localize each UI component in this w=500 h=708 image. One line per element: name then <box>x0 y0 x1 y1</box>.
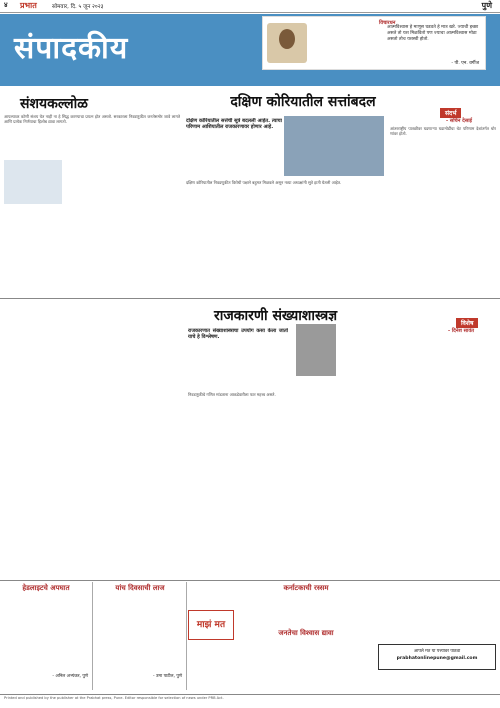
section-title: संपादकीय <box>14 31 129 66</box>
letter-4-title: कर्नाटकाची रस्सम <box>283 584 329 592</box>
middle-article-photo <box>296 324 336 376</box>
masthead-bar <box>0 0 500 13</box>
edition-city: पुणे <box>481 1 492 10</box>
divider <box>0 580 500 581</box>
thought-heading: विचारधन <box>379 20 396 26</box>
right-column-author: - सचिन देसाई <box>446 118 472 124</box>
middle-article-deck: राजकारणात संख्याशास्त्राचा उपयोग कसा केला जातो याचे हे विश्लेषण. <box>188 328 288 340</box>
my-opinion-badge: माझं मत <box>188 610 234 640</box>
thought-box <box>262 16 486 70</box>
right-column-tag: संदर्भ <box>440 108 461 118</box>
midright-body <box>392 336 496 576</box>
middle-article-body: निवडणुकीचे गणित मांडताना आकडेवारीला फार महत्त्व असते. <box>188 392 276 397</box>
midright-tag: विशेष <box>456 318 478 328</box>
letter-2-author: - उमा पाटील, पुणे <box>153 674 182 679</box>
submit-email[interactable]: prabhatonlinepune@gmail.com <box>396 656 478 661</box>
letter-column-1 <box>0 582 93 690</box>
left-article-title: संशयकल्लोळ <box>20 96 88 112</box>
submit-instructions: आपले मत या पत्त्यावर पाठवा <box>413 649 461 654</box>
thought-attribution: - पी. एन. वर्गीज <box>451 61 479 66</box>
author-photo <box>267 23 307 63</box>
submit-letters-box <box>378 644 496 670</box>
center-article-title: दक्षिण कोरियातील सत्तांबदल <box>230 94 376 110</box>
divider <box>0 298 500 299</box>
newspaper-logo: प्रभात <box>20 1 37 10</box>
letter-4-subtitle: जनतेचा विश्वास द्यावा <box>278 629 334 637</box>
center-article-photo <box>284 116 384 176</box>
imprint-line: Printed and published by the publisher at the Prabhat press, Pune. Editor responsible for selection of news under PRB Act. <box>0 694 500 708</box>
right-column-body: आंतरराष्ट्रीय पातळीवर घडणाऱ्या घडामोडींचा थेट परिणाम देशांतर्गत धोरणांवर होतो. <box>390 126 496 137</box>
letter-column-4 <box>236 582 376 690</box>
letter-column-2 <box>94 582 187 690</box>
middle-article-title: राजकारणी संख्याशास्त्रज्ञ <box>214 308 338 324</box>
letter-1-title: हेडलाइटचे अपघात <box>22 584 70 592</box>
midright-author: - दिनेश सावंत <box>448 328 474 334</box>
letter-2-title: यांच दिवसाची लाज <box>115 584 165 592</box>
thought-text: आत्मविश्वास हे माणूस घडवते हे मात्र खरे. ज्याची इच्छा असते तो यश मिळवितो पण ज्याचा आत्मविश्वास मोठा असतो तोच यशस्वी होतो. <box>387 25 479 42</box>
left-article-body: आपल्यावर कोणी संशय घेत नाही ना हे सिद्ध करण्याचा प्रयत्न होत असतो. सरकारला निवडणुकीत जनतेसमोर जावे लागते आणि प्रत्येक निर्णयाचा हिशोब द्यावा लागतो. <box>4 114 180 125</box>
left-article-figure <box>4 160 62 204</box>
page-number: ४ <box>4 1 8 9</box>
letter-1-author: - अनिल अभ्यंकर, पुणे <box>52 674 88 679</box>
center-article-body: दक्षिण कोरियातील निवडणुकीत विरोधी पक्षाने बहुमत मिळवले असून नव्या अध्यक्षांनी सूत्रे हाती घेतली आहेत. <box>186 180 342 185</box>
issue-date: सोमवार, दि. ५ जून २०२३ <box>52 4 104 10</box>
center-article-deck: दक्षिण कोरियातील सत्तेची सूत्रे बदलली आहेत. त्याचा परिणाम आशियातील राजकारणावर होणार आहे. <box>186 118 282 130</box>
